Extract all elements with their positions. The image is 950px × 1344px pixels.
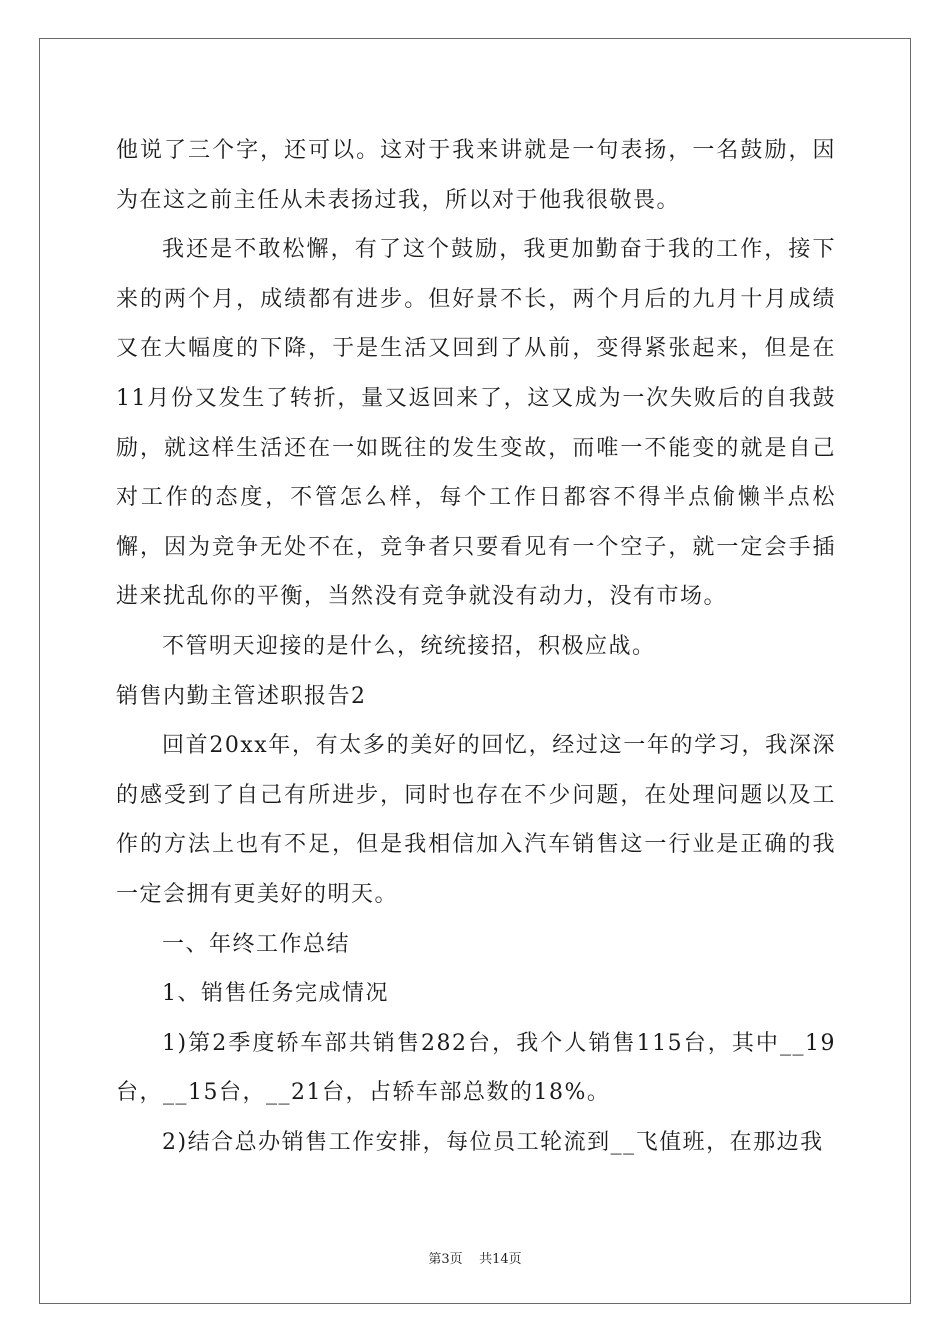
section-heading: 销售内勤主管述职报告2 <box>116 683 367 709</box>
subheading-sales-task: 1、销售任务完成情况 <box>162 981 389 1007</box>
paragraph-3: 不管明天迎接的是什么，统统接招，积极应战。 <box>162 633 656 659</box>
paragraph-2: 我还是不敢松懈，有了这个鼓励，我更加勤奋于我的工作，接下来的两个月，成绩都有进步。但好景不长，两个月后的九月十月成绩又在大幅度的下降，于是生活又回到了从前，变得紧张起来，但是在11月份又发生了转折，量又返回来了，这又成为一次失败后的自我鼓励，就这样生活还在一如既往的发生变故，而唯一不能变的就是自己对工作的态度，不管怎么样，每个工作日都容不得半点偷懒半点松懈，因为竞争无处不在，竞争者只要看见有一个空子，就一定会手插进来扰乱你的平衡，当然没有竞争就没有动力，没有市场。 <box>116 237 836 610</box>
list-item-2: 2)结合总办销售工作安排，每位员工轮流到__飞值班，在那边我 <box>162 1129 824 1155</box>
list-item-1: 1)第2季度轿车部共销售282台，我个人销售115台，其中__19台，__15台，__21台，占轿车部总数的18%。 <box>116 1030 836 1106</box>
page-footer <box>0 1248 950 1267</box>
subheading-year-end-summary: 一、年终工作总结 <box>162 931 351 957</box>
page-total: 共14页 <box>479 1252 522 1267</box>
paragraph-1: 他说了三个字，还可以。这对于我来讲就是一句表扬，一名鼓励，因为在这之前主任从未表扬过我，所以对于他我很敬畏。 <box>116 138 836 213</box>
document-body <box>116 126 836 1167</box>
paragraph-4: 回首20xx年，有太多的美好的回忆，经过这一年的学习，我深深的感受到了自己有所进步，同时也存在不少问题，在处理问题以及工作的方法上也有不足，但是我相信加入汽车销售这一行业是正确的我一定会拥有更美好的明天。 <box>116 733 836 907</box>
page-number: 第3页 <box>428 1252 463 1267</box>
